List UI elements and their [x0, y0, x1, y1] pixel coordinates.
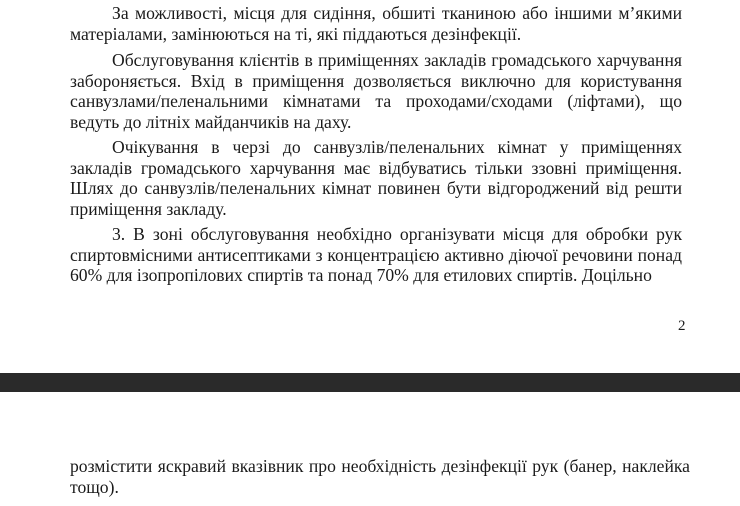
paragraph-service-ban: Обслуговування клієнтів в приміщеннях закладів громадського харчування забороняється. Вхід в приміщення дозволяється виключно для користування санвузлами/пеленальними кімнатами та проходами/сходами (ліфтами), що ведуть до літніх майданчиків на даху. — [70, 50, 682, 132]
document-page-2 — [0, 392, 740, 506]
page-number: 2 — [678, 318, 686, 334]
page-separator — [0, 373, 740, 392]
paragraph-seating: За можливості, місця для сидіння, обшиті тканиною або іншими м’якими матеріалами, замінюються на ті, які піддаються дезінфекції. — [70, 3, 682, 44]
paragraph-hand-sanitizer: 3. В зоні обслуговування необхідно організувати місця для обробки рук спиртовмісними антисептиками з концентрацією активно діючої речовини понад 60% для ізопропілових спиртів та понад 70% для етилових спиртів. Доцільно — [70, 224, 682, 286]
paragraph-continuation: розмістити яскравий вказівник про необхідність дезінфекції рук (банер, наклейка тощо). — [70, 456, 690, 497]
paragraph-queue: Очікування в черзі до санвузлів/пеленальних кімнат у приміщеннях закладів громадського харчування має відбуватись тільки ззовні приміщення. Шлях до санвузлів/пеленальних кімнат повинен бути відгороджений від решти приміщення закладу. — [70, 137, 682, 219]
